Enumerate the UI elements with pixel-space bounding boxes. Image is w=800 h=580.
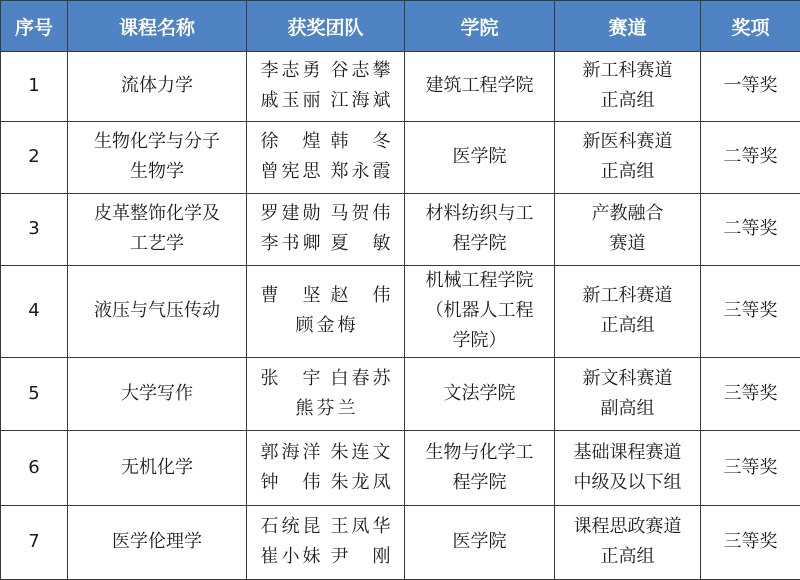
- course-name: [68, 265, 247, 357]
- course-name-line: 液压与气压传动: [94, 300, 220, 322]
- award-team: [247, 193, 405, 265]
- team-line: [251, 512, 400, 542]
- track-name-line: 新医科赛道: [582, 131, 673, 153]
- course-name: [68, 431, 247, 506]
- college-name: [405, 265, 555, 357]
- team-member: 石统昆: [260, 516, 321, 538]
- college-name-line: 材料纺织与工: [425, 203, 534, 225]
- header-track: 赛道: [555, 1, 701, 52]
- course-name: [68, 358, 247, 431]
- team-member: 崔小妹: [260, 546, 321, 568]
- track-name-line: 课程思政赛道: [573, 516, 682, 538]
- team-member: 熊芬兰: [295, 398, 356, 420]
- team-line: [251, 542, 400, 572]
- course-name-line: 医学伦理学: [112, 531, 202, 553]
- team-line: [251, 311, 400, 341]
- track-name: [555, 52, 701, 122]
- college-name-line: （机器人工程: [425, 300, 534, 322]
- table-row: [1, 505, 800, 579]
- course-name-line: 大学写作: [121, 383, 193, 405]
- award-team: [247, 265, 405, 357]
- track-name: [555, 431, 701, 506]
- award-level: 三等奖: [701, 265, 800, 357]
- college-name-line: 医学院: [452, 531, 507, 553]
- team-member: 尹刚: [330, 546, 391, 568]
- award-team: [247, 431, 405, 506]
- team-line: [251, 438, 400, 468]
- header-row: [1, 1, 800, 52]
- team-line: [251, 468, 400, 498]
- college-name-line: 生物与化学工: [425, 441, 534, 463]
- award-level: 三等奖: [701, 358, 800, 431]
- course-name-line: 无机化学: [121, 456, 193, 478]
- track-name-line: 正高组: [600, 546, 655, 568]
- row-index: 6: [1, 431, 68, 506]
- team-member: 顾金梅: [295, 315, 356, 337]
- track-name: [555, 265, 701, 357]
- college-name: [405, 52, 555, 122]
- team-line: [251, 394, 400, 424]
- team-line: [251, 127, 400, 157]
- course-name-line: 皮革整饰化学及: [94, 203, 220, 225]
- track-name: [555, 121, 701, 193]
- team-member: 郭海洋: [260, 441, 321, 463]
- track-name-line: 正高组: [600, 315, 655, 337]
- award-team: [247, 505, 405, 579]
- header-award: 奖项: [701, 1, 800, 52]
- team-line: [251, 229, 400, 259]
- track-name: [555, 358, 701, 431]
- track-name-line: 新文科赛道: [582, 368, 673, 390]
- team-member: 曾宪思: [260, 161, 321, 183]
- track-name-line: 正高组: [600, 90, 655, 112]
- award-level: 一等奖: [701, 52, 800, 122]
- college-name-line: 程学院: [452, 471, 507, 493]
- header-college: 学院: [405, 1, 555, 52]
- track-name-line: 新工科赛道: [582, 285, 673, 307]
- team-member: 赵伟: [330, 285, 391, 307]
- course-name-line: 流体力学: [121, 75, 193, 97]
- team-member: 江海斌: [330, 90, 391, 112]
- table-row: [1, 265, 800, 357]
- team-member: 李志勇: [260, 60, 321, 82]
- course-name-line: 生物化学与分子: [94, 131, 220, 153]
- team-member: 钟伟: [260, 471, 321, 493]
- team-member: 韩冬: [330, 131, 391, 153]
- college-name: [405, 431, 555, 506]
- track-name: [555, 505, 701, 579]
- row-index: 4: [1, 265, 68, 357]
- team-member: 张宇: [260, 368, 321, 390]
- college-name-line: 建筑工程学院: [425, 75, 534, 97]
- row-index: 2: [1, 121, 68, 193]
- award-team: [247, 52, 405, 122]
- track-name-line: 赛道: [609, 233, 646, 255]
- row-index: 3: [1, 193, 68, 265]
- award-team: [247, 121, 405, 193]
- team-line: [251, 86, 400, 116]
- team-line: [251, 281, 400, 311]
- row-index: 7: [1, 505, 68, 579]
- course-name: [68, 505, 247, 579]
- award-level: 二等奖: [701, 193, 800, 265]
- team-member: 谷志攀: [330, 60, 391, 82]
- track-name-line: 正高组: [600, 161, 655, 183]
- team-member: 马贺伟: [330, 203, 391, 225]
- header-index: 序号: [1, 1, 68, 52]
- team-member: 朱连文: [330, 441, 391, 463]
- track-name-line: 中级及以下组: [573, 471, 682, 493]
- award-level: 三等奖: [701, 505, 800, 579]
- track-name: [555, 193, 701, 265]
- award-team: [247, 358, 405, 431]
- team-line: [251, 157, 400, 187]
- table-row: [1, 193, 800, 265]
- award-level: 三等奖: [701, 431, 800, 506]
- team-line: [251, 364, 400, 394]
- track-name-line: 基础课程赛道: [573, 441, 682, 463]
- team-line: [251, 56, 400, 86]
- table-row: [1, 121, 800, 193]
- team-member: 白春苏: [330, 368, 391, 390]
- track-name-line: 新工科赛道: [582, 60, 673, 82]
- table-row: [1, 431, 800, 506]
- course-name: [68, 52, 247, 122]
- header-course: 课程名称: [68, 1, 247, 52]
- college-name-line: 程学院: [452, 233, 507, 255]
- team-member: 戚玉丽: [260, 90, 321, 112]
- course-name: [68, 121, 247, 193]
- team-member: 朱龙凤: [330, 471, 391, 493]
- team-member: 李书卿: [260, 233, 321, 255]
- college-name-line: 文法学院: [443, 383, 516, 405]
- table-row: [1, 358, 800, 431]
- team-member: 徐煌: [260, 131, 321, 153]
- team-line: [251, 199, 400, 229]
- college-name: [405, 358, 555, 431]
- table-body: [1, 52, 800, 580]
- track-name-line: 产教融合: [591, 203, 664, 225]
- team-member: 郑永霞: [330, 161, 391, 183]
- header-team: 获奖团队: [247, 1, 405, 52]
- award-level: 二等奖: [701, 121, 800, 193]
- college-name-line: 学院）: [452, 330, 507, 352]
- row-index: 1: [1, 52, 68, 122]
- college-name-line: 机械工程学院: [425, 270, 534, 292]
- team-member: 夏敏: [330, 233, 391, 255]
- course-name-line: 工艺学: [130, 233, 184, 255]
- college-name: [405, 193, 555, 265]
- course-name: [68, 193, 247, 265]
- team-member: 罗建勋: [260, 203, 321, 225]
- college-name: [405, 505, 555, 579]
- team-member: 曹坚: [260, 285, 321, 307]
- course-name-line: 生物学: [130, 161, 184, 183]
- row-index: 5: [1, 358, 68, 431]
- team-member: 王凤华: [330, 516, 391, 538]
- college-name-line: 医学院: [452, 146, 507, 168]
- table-row: [1, 52, 800, 122]
- track-name-line: 副高组: [600, 398, 655, 420]
- college-name: [405, 121, 555, 193]
